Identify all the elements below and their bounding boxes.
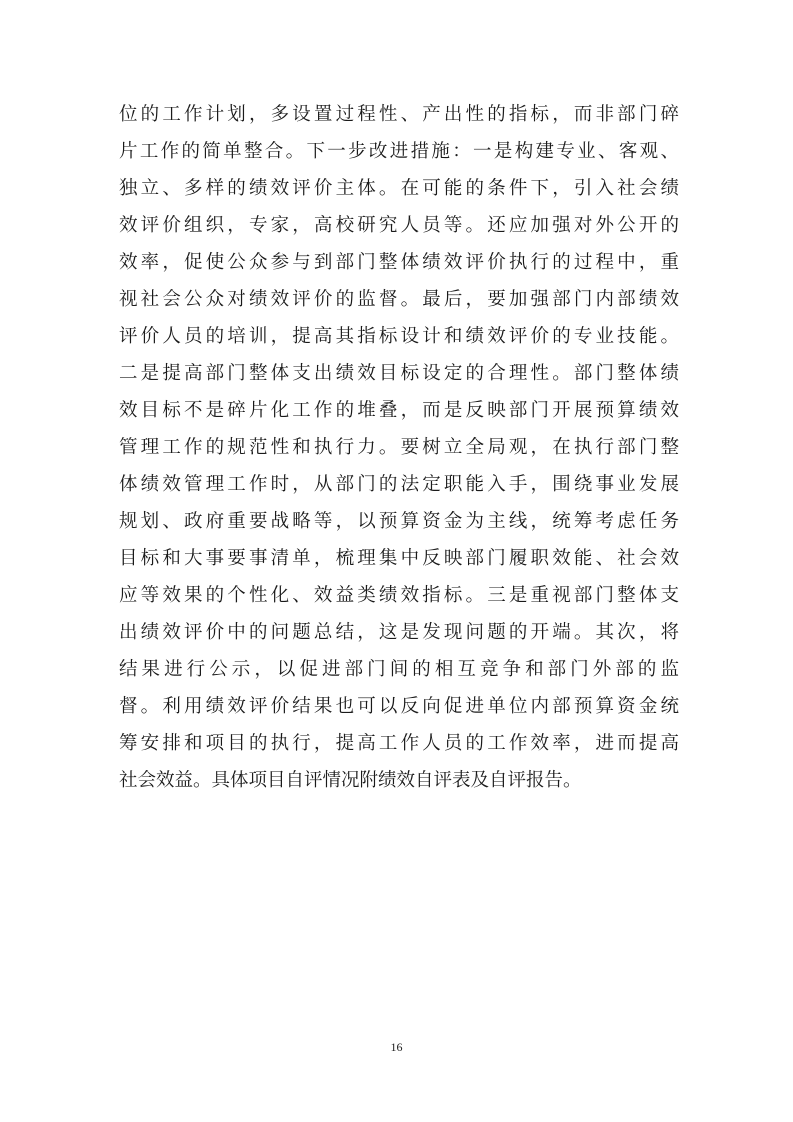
text-line-17: 督。利用绩效评价结果也可以反向促进单位内部预算资金统 — [119, 696, 679, 717]
text-line-6: 视社会公众对绩效评价的监督。最后，要加强部门内部绩效 — [119, 289, 679, 310]
text-line-13: 目标和大事要事清单，梳理集中反映部门履职效能、社会效 — [119, 548, 679, 569]
text-line-11: 体绩效管理工作时，从部门的法定职能入手，围绕事业发展 — [119, 474, 679, 495]
text-line-7: 评价人员的培训，提高其指标设计和绩效评价的专业技能。 — [119, 326, 679, 347]
body-paragraph — [119, 96, 679, 799]
text-line-14: 应等效果的个性化、效益类绩效指标。三是重视部门整体支 — [119, 585, 679, 606]
text-line-19: 社会效益。具体项目自评情况附绩效自评表及自评报告。 — [119, 770, 582, 791]
text-line-9: 效目标不是碎片化工作的堆叠，而是反映部门开展预算绩效 — [119, 400, 679, 421]
page-number: 16 — [390, 1040, 403, 1054]
text-line-10: 管理工作的规范性和执行力。要树立全局观，在执行部门整 — [119, 437, 679, 458]
text-line-12: 规划、政府重要战略等，以预算资金为主线，统筹考虑任务 — [119, 511, 679, 532]
text-line-18: 筹安排和项目的执行，提高工作人员的工作效率，进而提高 — [119, 733, 679, 754]
text-line-16: 结果进行公示，以促进部门间的相互竞争和部门外部的监 — [119, 659, 679, 680]
text-line-4: 效评价组织，专家，高校研究人员等。还应加强对外公开的 — [119, 215, 679, 236]
text-line-1: 位的工作计划，多设置过程性、产出性的指标，而非部门碎 — [119, 104, 679, 125]
text-line-8: 二是提高部门整体支出绩效目标设定的合理性。部门整体绩 — [119, 363, 679, 384]
text-line-3: 独立、多样的绩效评价主体。在可能的条件下，引入社会绩 — [119, 178, 679, 199]
text-line-15: 出绩效评价中的问题总结，这是发现问题的开端。其次，将 — [119, 622, 679, 643]
text-line-5: 效率，促使公众参与到部门整体绩效评价执行的过程中，重 — [119, 252, 679, 273]
text-line-2: 片工作的简单整合。下一步改进措施：一是构建专业、客观、 — [119, 141, 679, 162]
